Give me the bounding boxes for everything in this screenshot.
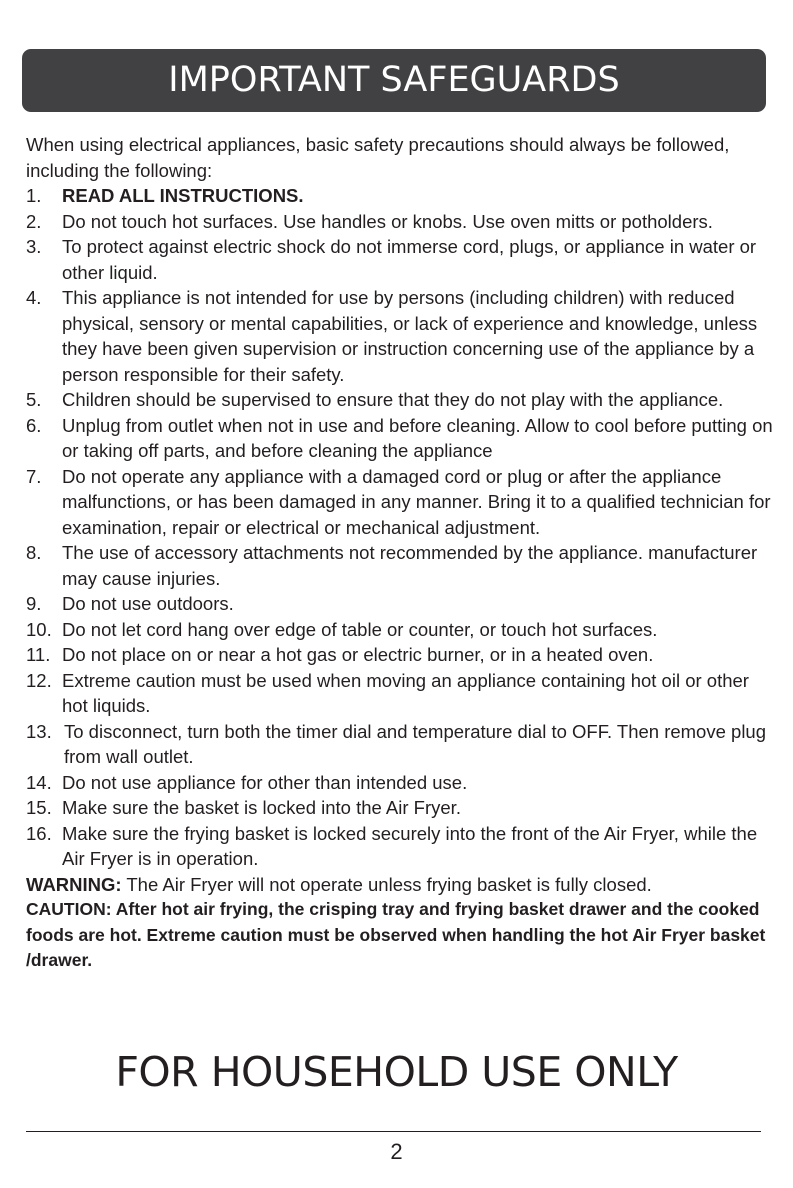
item-number: 1.: [26, 185, 42, 206]
item-text: Do not place on or near a hot gas or electric burner, or in a heated oven.: [62, 644, 654, 665]
item-text: Do not operate any appliance with a damaged cord or plug or after the appliance malfunctions, or has been damaged in any manner. Bring it to a qualified technician for examination, repair or electrical or mechanical adjustment.: [62, 465, 771, 538]
list-item: [26, 209, 776, 235]
list-item: [26, 668, 776, 719]
item-text: To protect against electric shock do not immerse cord, plugs, or appliance in water or other liquid.: [62, 236, 757, 283]
item-text: Make sure the frying basket is locked securely into the front of the Air Fryer, while the Air Fryer is in operation.: [62, 822, 758, 869]
item-text: Do not touch hot surfaces. Use handles or knobs. Use oven mitts or potholders.: [62, 210, 713, 232]
intro-paragraph: When using electrical appliances, basic safety precautions should always be followed, including the following:: [26, 134, 730, 181]
item-number: 2.: [26, 210, 42, 232]
item-text: This appliance is not intended for use by persons (including children) with reduced physical, sensory or mental capabilities, or lack of experience and knowledge, unless they have been given supervision or instruction concerning use of the appliance by a person responsible for their safety.: [62, 287, 758, 385]
list-item: [26, 387, 776, 413]
safeguards-content: [26, 132, 776, 974]
item-text: Extreme caution must be used when moving an appliance containing hot oil or other hot liquids.: [62, 669, 749, 716]
list-item: [26, 719, 776, 770]
item-number: 4.: [26, 287, 42, 308]
page-number: 2: [390, 1139, 403, 1164]
item-number: 10.: [26, 618, 52, 640]
caution-paragraph: CAUTION: After hot air frying, the crisping tray and frying basket drawer and the cooked foods are hot. Extreme caution must be observed when handling the hot Air Fryer basket /drawer.: [26, 899, 766, 970]
list-item: [26, 617, 776, 643]
page-title: IMPORTANT SAFEGUARDS: [168, 60, 620, 100]
list-item: [26, 234, 776, 285]
title-banner: [22, 49, 766, 112]
item-number: 16.: [26, 822, 52, 844]
item-number: 8.: [26, 542, 42, 563]
list-item: [26, 540, 776, 591]
warning-label: WARNING:: [26, 873, 122, 895]
item-text: Unplug from outlet when not in use and before cleaning. Allow to cool before putting on or taking off parts, and before cleaning the appliance: [62, 414, 773, 461]
item-text: Children should be supervised to ensure that they do not play with the appliance.: [62, 389, 724, 410]
list-item: [26, 770, 776, 796]
warning-paragraph: [26, 872, 776, 898]
list-item: [26, 795, 776, 821]
item-text: To disconnect, turn both the timer dial and temperature dial to OFF. Then remove plug from wall outlet.: [64, 720, 767, 767]
item-number: 5.: [26, 389, 42, 410]
list-item: [26, 642, 776, 668]
item-number: 11.: [26, 644, 51, 665]
warning-text: The Air Fryer will not operate unless frying basket is fully closed.: [121, 873, 652, 895]
item-text: READ ALL INSTRUCTIONS.: [62, 185, 304, 206]
list-item: [26, 464, 776, 541]
list-item: [26, 285, 776, 387]
household-use-notice: FOR HOUSEHOLD USE ONLY: [115, 1048, 678, 1096]
item-number: 6.: [26, 414, 42, 436]
footer-divider: [26, 1131, 761, 1132]
item-number: 15.: [26, 797, 52, 818]
item-number: 9.: [26, 593, 42, 614]
item-number: 14.: [26, 771, 52, 793]
item-number: 12.: [26, 669, 52, 691]
item-number: 13.: [26, 720, 52, 742]
list-item: [26, 591, 776, 617]
item-text: Do not use outdoors.: [62, 593, 234, 614]
item-text: Do not use appliance for other than intended use.: [62, 771, 468, 793]
item-number: 3.: [26, 236, 42, 257]
list-item: [26, 821, 776, 872]
item-text: The use of accessory attachments not recommended by the appliance. manufacturer may cause injuries.: [62, 542, 758, 589]
list-item: [26, 183, 776, 209]
item-text: Do not let cord hang over edge of table or counter, or touch hot surfaces.: [62, 618, 658, 640]
list-item: [26, 413, 776, 464]
item-text: Make sure the basket is locked into the Air Fryer.: [62, 797, 461, 818]
item-number: 7.: [26, 465, 42, 487]
